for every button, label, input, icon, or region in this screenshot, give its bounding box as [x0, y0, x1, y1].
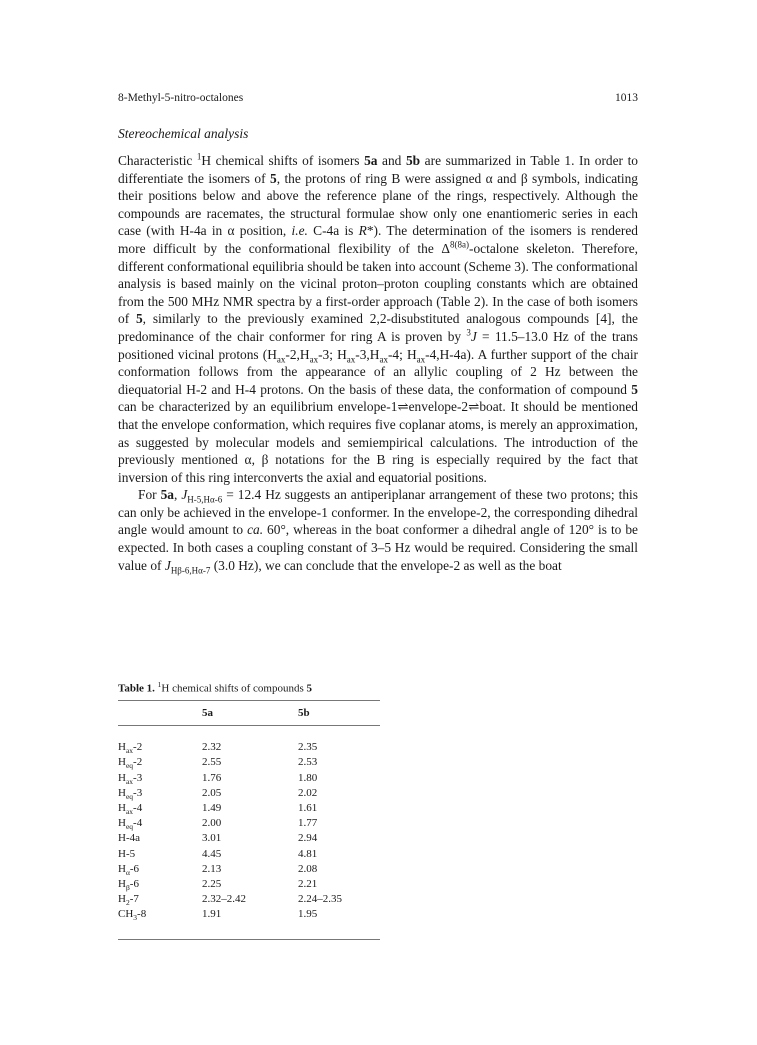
column-header-5a: 5a: [202, 707, 213, 719]
body-text: [118, 152, 638, 574]
shift-table: [118, 700, 380, 940]
table-row: $H_{eq}-2$ 2.55 2.53: [118, 756, 318, 771]
table-row: $CH_3-8$ 1.91 1.95: [118, 908, 318, 923]
table-row: $H_{ax}-3$ 1.76 1.80: [118, 771, 318, 786]
table-row: $H_{eq}-3$ 2.05 2.02: [118, 786, 318, 801]
table-header-row: [118, 701, 380, 725]
table-row: $H_\beta-6$ 2.25 2.21: [118, 877, 318, 893]
table-bottom-rule: [118, 939, 380, 940]
table-caption: Table 1. $^1$H chemical shifts of compounds 5: [118, 680, 313, 695]
running-title: 8-Methyl-5-nitro-octalones: [118, 92, 244, 104]
table-row: H-5 4.45 4.81: [118, 847, 318, 860]
section-heading: Stereochemical analysis: [118, 126, 249, 141]
table-row: $H_{eq}-4$ 2.00 1.77: [118, 817, 318, 832]
table-row: H-4a 3.01 2.94: [118, 832, 318, 845]
page-number: 1013: [615, 92, 638, 104]
column-header-5b: 5b: [298, 707, 310, 719]
table-row: $H_{ax}-4$ 1.49 1.61: [118, 801, 318, 817]
paragraph-2: For 5a, $J_{H-5,H\alpha-6} = 12.4$ Hz suggests an antiperiplanar arrangement of these two protons; this can only be achieved in the envelope-1 conformer. In the envelope-2, the corresponding dihedral angle would amount to ca. 60°, whereas in the boat conformer a dihedral angle of 120° is to be expected. In both cases a coupling constant of 3–5 Hz would be required. Considering the small value of $J_{H\beta-6,H\alpha-7}$ (3.0 Hz), we can conclude that the envelope-2 as well as the boat: [118, 487, 638, 576]
table-row: $H_2-7$ 2.32–2.42 2.24–2.35: [118, 893, 342, 908]
table-row: $H_{ax}-2$ 2.32 2.35: [118, 741, 318, 756]
table-row: $H_\alpha-6$ 2.13 2.08: [118, 862, 318, 877]
paragraph-1: Characteristic $^1$H chemical shifts of isomers 5a and 5b are summarized in Table 1. In order to differentiate the isomers of 5, the protons of ring B were assigned α and β symbols, indicating their positions below and above the reference plane of the rings, respectively. Although the compounds are racemates, the structural formulae show only one enantiomeric series in each case (with H-4a in α position, i.e. C-4a is R*). The determination of the isomers is rendered more difficult by the conformational flexibility of the $\Delta^{8(8a)}$-octalone skeleton. Therefore, different conformational equilibria should be taken into account (Scheme 3). The conformational analysis is based mainly on the vicinal proton–proton coupling constants which are obtained from the 500 MHz NMR spectra by a first-order approach (Table 2). In the case of both isomers of 5, similarly to the previously examined 2,2-disubstituted analogous compounds [4], the predominance of the chair conformer for ring A is proven by $^3$J = 11.5–13.0 Hz of the trans positioned vicinal protons ($H_{ax}-2,H_{ax}-3$; $H_{ax}-3,H_{ax}-4$; $H_{ax}-4,H-4a$). A further support of the chair conformation follows from the appearance of an allylic coupling of 2 Hz between the diequatorial H-2 and H-4 protons. On the basis of these data, the conformation of compound 5 can be characterized by an equilibrium envelope-1⇌envelope-2⇌boat. It should be mentioned that the envelope conformation, which requires five coplanar atoms, is merely an approximation, as suggested by molecular models and semiempirical calculations. The introduction of the previously mentioned α, β notations for the B ring is especially required by the fact that inversion of this ring interconverts the axial and equatorial positions.: [118, 151, 638, 485]
